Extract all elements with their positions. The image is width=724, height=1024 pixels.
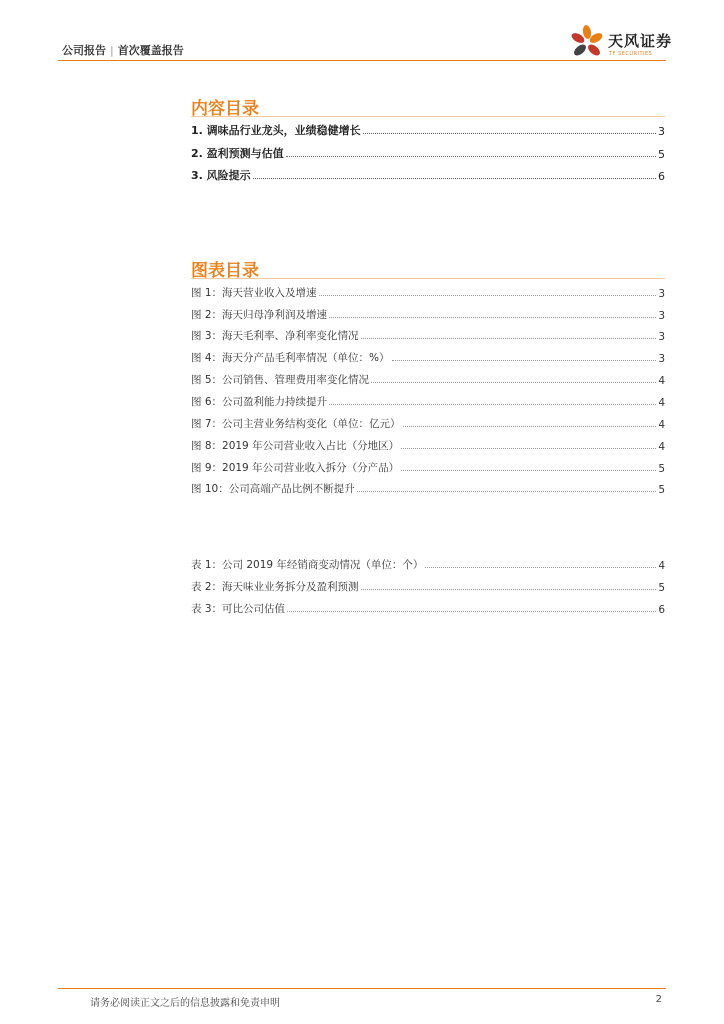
report-type-header: [62, 42, 184, 58]
table-entry-page: 4: [658, 560, 665, 572]
figure-entry-page: 5: [658, 463, 665, 475]
leader-dots: [425, 567, 656, 568]
flower-logo-icon: [568, 22, 606, 60]
figure-entry-page: 4: [658, 419, 665, 431]
figure-entry-label: 图 7：公司主营业务结构变化（单位：亿元）: [191, 418, 401, 430]
table-entry-1[interactable]: [191, 556, 665, 572]
figure-entry-label: 图 10：公司高端产品比例不断提升: [191, 483, 355, 495]
figure-entry-label: 图 5：公司销售、管理费用率变化情况: [191, 374, 370, 386]
toc-entry-3[interactable]: [191, 167, 665, 183]
footer-divider: [58, 988, 666, 989]
leader-dots: [361, 338, 657, 339]
header-separator: |: [110, 44, 114, 57]
figure-entry-1[interactable]: [191, 284, 665, 300]
figure-entry-page: 4: [658, 375, 665, 387]
figure-entry-4[interactable]: [191, 349, 665, 365]
contents-title: 内容目录: [191, 99, 259, 119]
table-entry-page: 5: [658, 582, 665, 594]
figure-entry-page: 4: [658, 397, 665, 409]
toc-entry-2[interactable]: [191, 145, 665, 161]
figure-entry-page: 3: [658, 353, 665, 365]
page-number: 2: [655, 994, 662, 1005]
leader-dots: [363, 133, 656, 134]
toc-entry-page: 6: [658, 170, 665, 183]
table-entry-label: 表 1：公司 2019 年经销商变动情况（单位：个）: [191, 559, 424, 571]
logo-chinese-name: 天风证券: [608, 32, 673, 50]
company-logo: [568, 22, 688, 62]
figure-entry-page: 3: [658, 288, 665, 300]
figures-title-rule: [191, 278, 665, 279]
footer-disclaimer: 请务必阅读正文之后的信息披露和免责申明: [90, 998, 280, 1009]
figure-entry-6[interactable]: [191, 393, 665, 409]
figure-entry-10[interactable]: [191, 480, 665, 496]
table-entry-label: 表 2：海天味业业务拆分及盈利预测: [191, 581, 359, 593]
figure-entry-label: 图 6：公司盈利能力持续提升: [191, 396, 328, 408]
figure-entry-2[interactable]: [191, 306, 665, 322]
figure-entry-7[interactable]: [191, 415, 665, 431]
leader-dots: [357, 491, 657, 492]
figure-entry-label: 图 8：2019 年公司营业收入占比（分地区）: [191, 440, 400, 452]
leader-dots: [287, 611, 656, 612]
leader-dots: [329, 404, 656, 405]
toc-entry-page: 3: [658, 125, 665, 138]
leader-dots: [286, 156, 656, 157]
figure-entry-label: 图 9：2019 年公司营业收入拆分（分产品）: [191, 462, 400, 474]
report-subcategory: 首次覆盖报告: [117, 44, 184, 57]
figure-entry-label: 图 4：海天分产品毛利率情况（单位：%）: [191, 352, 390, 364]
figure-entry-5[interactable]: [191, 371, 665, 387]
toc-entry-label: 1. 调味品行业龙头，业绩稳健增长: [191, 124, 361, 137]
logo-english-name: TF SECURITIES: [609, 51, 653, 57]
leader-dots: [329, 317, 656, 318]
figures-title: 图表目录: [191, 261, 259, 281]
toc-entry-label: 2. 盈利预测与估值: [191, 147, 284, 160]
contents-title-rule: [191, 116, 665, 117]
figure-entry-3[interactable]: [191, 327, 665, 343]
leader-dots: [371, 382, 656, 383]
leader-dots: [319, 295, 657, 296]
table-entry-3[interactable]: [191, 600, 665, 616]
leader-dots: [401, 470, 656, 471]
figure-entry-label: 图 3：海天毛利率、净利率变化情况: [191, 330, 359, 342]
table-entry-2[interactable]: [191, 578, 665, 594]
figure-entry-label: 图 2：海天归母净利润及增速: [191, 309, 328, 321]
toc-entry-1[interactable]: [191, 122, 665, 138]
figure-entry-page: 3: [658, 310, 665, 322]
figure-entry-8[interactable]: [191, 437, 665, 453]
table-entry-page: 6: [658, 604, 665, 616]
figure-entry-page: 4: [658, 441, 665, 453]
toc-entry-label: 3. 风险提示: [191, 169, 251, 182]
leader-dots: [401, 448, 656, 449]
report-category: 公司报告: [62, 44, 106, 57]
figure-entry-page: 3: [658, 331, 665, 343]
leader-dots: [361, 589, 657, 590]
leader-dots: [392, 360, 657, 361]
leader-dots: [253, 178, 656, 179]
table-entry-label: 表 3：可比公司估值: [191, 603, 286, 615]
toc-entry-page: 5: [658, 148, 665, 161]
figure-entry-page: 5: [658, 484, 665, 496]
figure-entry-9[interactable]: [191, 459, 665, 475]
figure-entry-label: 图 1：海天营业收入及增速: [191, 287, 317, 299]
leader-dots: [403, 426, 657, 427]
